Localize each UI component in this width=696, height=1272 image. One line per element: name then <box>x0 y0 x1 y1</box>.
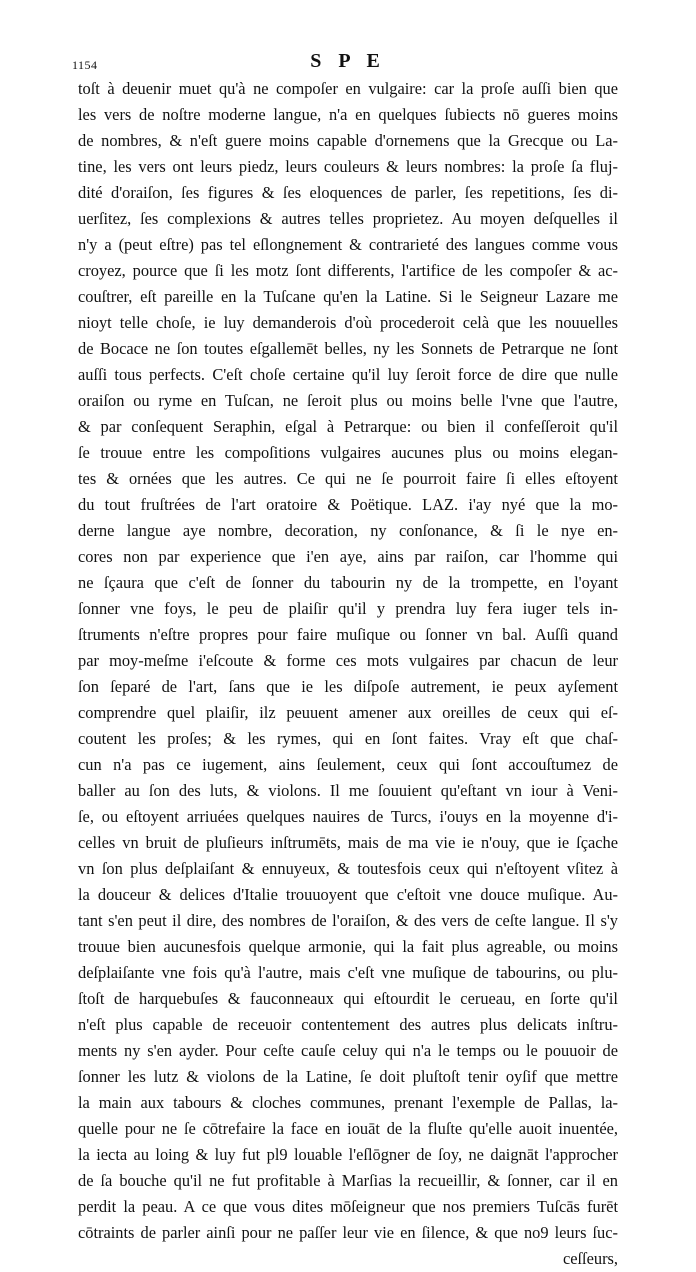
text-line: n'y a (peut eſtre) pas tel eſlongnement & contrarieté des langues comme vous <box>78 235 618 254</box>
text-line: deſplaiſante vne fois qu'à l'autre, mais c'eſt vne muſique de tabourins, ou plu- <box>78 963 618 982</box>
text-line: ſe trouue entre les compoſitions vulgaires aucunes plus ou moins elegan- <box>78 443 618 462</box>
body-text <box>78 76 618 1272</box>
text-line: croyez, pource que ſi les motz ſont differents, l'artifice de les compoſer & ac- <box>78 261 618 280</box>
text-line: tine, les vers ont leurs piedz, leurs couleurs & leurs nombres: la proſe ſa fluj- <box>78 157 618 176</box>
running-head: S P E <box>310 50 386 72</box>
text-line: celles vn bruit de pluſieurs inſtrumēts, mais de ma vie ie n'ouy, que ie ſçache <box>78 833 618 852</box>
text-line: trouue bien aucunesfois quelque armonie, qui la fait plus agreable, ou moins <box>78 937 618 956</box>
text-line: la douceur & delices d'Italie trouuoyent que c'eſtoit vne douce muſique. Au- <box>78 885 618 904</box>
text-line: cun n'a pas ce iugement, ains ſeulement, ceux qui ſont accouſtumez de <box>78 755 618 774</box>
text-line: auſſi tous perfects. C'eſt choſe certaine qu'il luy ſeroit force de dire que nulle <box>78 365 618 384</box>
text-line: de Bocace ne ſon toutes eſgallemēt belles, ny les Sonnets de Petrarque ne ſont <box>78 339 618 358</box>
text-line: vn ſon plus deſplaiſant & ennuyeux, & toutesfois ceux qui n'eſtoyent vſitez à <box>78 859 618 878</box>
text-line: ſon ſeparé de l'art, ſans que ie les diſpoſe autrement, ie peux ayſement <box>78 677 618 696</box>
text-line: derne langue aye nombre, decoration, ny conſonance, & ſi le nye en- <box>78 521 618 540</box>
text-line: de ſa bouche qu'il ne fut profitable à Marſias la recueillir, & ſonner, car il en <box>78 1171 618 1190</box>
text-line: ſonner vne foys, le peu de plaiſir qu'il y prendra luy fera iuger tels in- <box>78 599 618 618</box>
text-line: nioyt telle choſe, ie luy demanderois d'où procederoit celà que les nouuelles <box>78 313 618 332</box>
text-line: de nombres, & n'eſt guere moins capable d'ornemens que la Grecque ou La- <box>78 131 618 150</box>
text-line: tes & ornées que les autres. Ce qui ne ſe pourroit faire ſi elles eſtoyent <box>78 469 618 488</box>
text-line: comprendre quel plaiſir, ilz peuuent amener aux oreilles de ceux qui eſ- <box>78 703 618 722</box>
text-line: cores non par experience que i'en aye, ains par raiſon, car l'homme qui <box>78 547 618 566</box>
text-line: tant s'en peut il dire, des nombres de l'oraiſon, & des vers de ceſte langue. Il s'y <box>78 911 618 930</box>
text-line: la iecta au loing & luy fut pl9 louable l'eſlōgner de ſoy, ne daignāt l'approcher <box>78 1145 618 1164</box>
text-line: perdit la peau. A ce que vous dites mōſeigneur que nos premiers Tuſcās furēt <box>78 1197 618 1216</box>
text-line: du tout fruſtrées de l'art oratoire & Poëtique. LAZ. i'ay nyé que la mo- <box>78 495 618 514</box>
text-line: ſe, ou eſtoyent arriuées quelques nauires de Turcs, i'ouys en la moyenne d'i- <box>78 807 618 826</box>
catchword: ceſſeurs, <box>562 1249 618 1268</box>
text-line: ſtruments n'eſtre propres pour faire muſique ou ſonner vn bal. Auſſi quand <box>78 625 618 644</box>
text-line: ments ny s'en ayder. Pour ceſte cauſe celuy qui n'a le temps ou le pouuoir de <box>78 1041 618 1060</box>
text-line: coutent les proſes; & les rymes, qui en ſont faites. Vray eſt que chaſ- <box>78 729 618 748</box>
text-line: toſt à deuenir muet qu'à ne compoſer en vulgaire: car la proſe auſſi bien que <box>78 79 618 98</box>
text-line: oraiſon ou ryme en Tuſcan, ne ſeroit plus ou moins belle l'vne que l'autre, <box>78 391 618 410</box>
text-line: quelle pour ne ſe cōtrefaire la face en iouāt de la fluſte qu'elle auoit inuentée, <box>78 1119 618 1138</box>
text-line: les vers de noſtre moderne langue, n'a en quelques ſubiects nō gueres moins <box>78 105 618 124</box>
text-line: ſtoſt de harquebuſes & fauconneaux qui eſtourdit le cerueau, en ſorte qu'il <box>78 989 618 1008</box>
text-line: ne ſçaura que c'eſt de ſonner du tabourin ny de la trompette, en l'oyant <box>78 573 618 592</box>
page-number: 1154 <box>72 58 98 72</box>
text-line: la main aux tabours & cloches communes, prenant l'exemple de Pallas, la- <box>78 1093 618 1112</box>
text-line: couſtrer, eſt pareille en la Tuſcane qu'en la Latine. Si le Seigneur Lazare me <box>78 287 618 306</box>
text-line: n'eſt plus capable de receuoir contentement des autres plus delicats inſtru- <box>78 1015 618 1034</box>
text-line: dité d'oraiſon, ſes figures & ſes eloquences de parler, ſes repetitions, ſes di- <box>78 183 618 202</box>
text-line: baller au ſon des luts, & violons. Il me ſouuient qu'eſtant vn iour à Veni- <box>78 781 618 800</box>
text-line: & par conſequent Seraphin, eſgal à Petrarque: ou bien il confeſſeroit qu'il <box>78 417 618 436</box>
text-line: uerſitez, ſes complexions & autres telles proprietez. Au moyen deſquelles il <box>78 209 618 228</box>
text-line: par moy-meſme i'eſcoute & forme ces mots vulgaires par chacun de leur <box>78 651 618 670</box>
text-line: ſonner les lutz & violons de la Latine, ſe doit pluſtoſt tenir oyſif que mettre <box>78 1067 618 1086</box>
text-line: cōtraints de parler ainſi pour ne paſſer leur vie en ſilence, & que no9 leurs ſuc- <box>78 1223 618 1242</box>
